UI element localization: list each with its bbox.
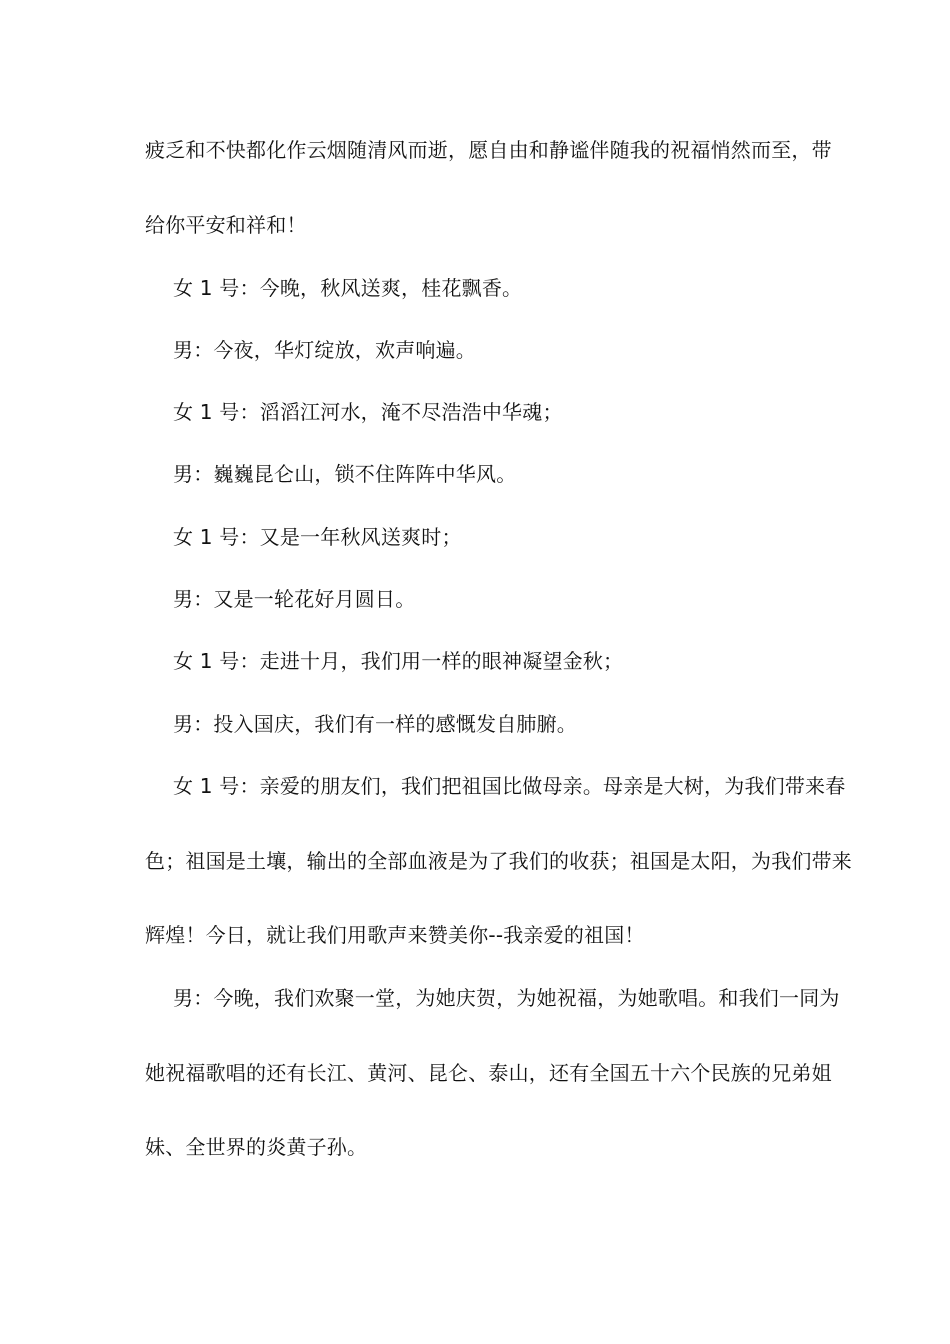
paragraph-line: 疲乏和不快都化作云烟随清风而逝，愿自由和静谧伴随我的祝福悄然而至，带 bbox=[145, 138, 832, 162]
dialogue-line: 女 1 号：走进十月，我们用一样的眼神凝望金秋； bbox=[173, 649, 624, 673]
dialogue-line: 女 1 号：滔滔江河水，淹不尽浩浩中华魂； bbox=[173, 400, 563, 424]
dialogue-line: 男：巍巍昆仑山，锁不住阵阵中华风。 bbox=[173, 462, 517, 486]
dialogue-line: 男：又是一轮花好月圆日。 bbox=[173, 587, 416, 611]
paragraph-line: 给你平安和祥和！ bbox=[145, 213, 307, 237]
dialogue-line: 男：今晚，我们欢聚一堂，为她庆贺，为她祝福，为她歌唱。和我们一同为 bbox=[173, 986, 840, 1010]
paragraph-line: 色；祖国是土壤，输出的全部血液是为了我们的收获；祖国是太阳，为我们带来 bbox=[145, 849, 852, 873]
dialogue-line: 女 1 号：又是一年秋风送爽时； bbox=[173, 525, 462, 549]
dialogue-line: 男：投入国庆，我们有一样的感慨发自肺腑。 bbox=[173, 712, 577, 736]
dialogue-line: 男：今夜，华灯绽放，欢声响遍。 bbox=[173, 338, 476, 362]
dialogue-line: 女 1 号：今晚，秋风送爽，桂花飘香。 bbox=[173, 276, 523, 300]
paragraph-line: 辉煌！今日，就让我们用歌声来赞美你--我亲爱的祖国！ bbox=[145, 923, 645, 947]
paragraph-line: 妹、全世界的炎黄子孙。 bbox=[145, 1135, 368, 1159]
paragraph-line: 她祝福歌唱的还有长江、黄河、昆仑、泰山，还有全国五十六个民族的兄弟姐 bbox=[145, 1061, 832, 1085]
dialogue-line: 女 1 号：亲爱的朋友们，我们把祖国比做母亲。母亲是大树，为我们带来春 bbox=[173, 774, 846, 798]
